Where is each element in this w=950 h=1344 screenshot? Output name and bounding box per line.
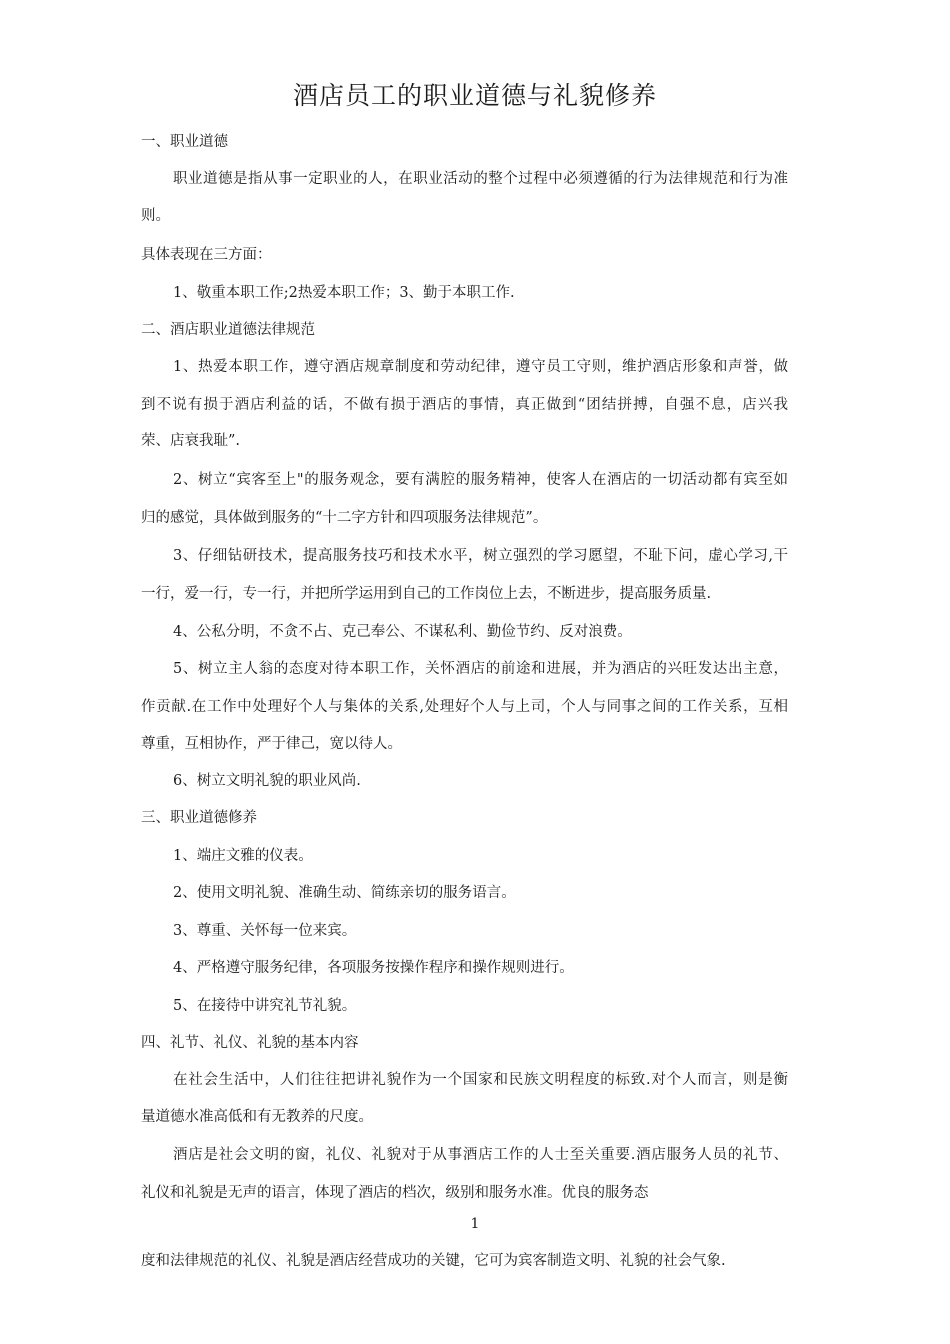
paragraph-line: 2、树立“宾客至上"的服务观念，要有满腔的服务精神，使客人在酒店的一切活动都有宾至如 [173, 472, 788, 488]
paragraph-line: 5、树立主人翁的态度对待本职工作，关怀酒店的前途和进展，并为酒店的兴旺发达出主意， [173, 661, 788, 677]
paragraph-line: 1、热爱本职工作，遵守酒店规章制度和劳动纪律，遵守员工守则，维护酒店形象和声誉，做 [173, 359, 788, 375]
paragraph-line: 尊重，互相协作，严于律己，宽以待人。 [141, 736, 402, 752]
document-title: 酒店员工的职业道德与礼貌修养 [292, 81, 657, 110]
list-item: 5、在接待中讲究礼节礼貌。 [173, 998, 357, 1014]
paragraph-line: 6、树立文明礼貌的职业风尚. [173, 773, 361, 789]
paragraph-line: 具体表现在三方面： [141, 247, 272, 263]
page-number: 1 [470, 1216, 480, 1232]
paragraph-line: 则。 [141, 208, 170, 224]
list-item: 4、严格遵守服务纪律，各项服务按操作程序和操作规则进行。 [173, 960, 574, 976]
paragraph-line: 在社会生活中，人们往往把讲礼貌作为一个国家和民族文明程度的标致.对个人而言，则是衡 [173, 1072, 788, 1088]
list-item: 2、使用文明礼貌、准确生动、简练亲切的服务语言。 [173, 885, 516, 901]
paragraph-line: 4、公私分明，不贪不占、克己奉公、不谋私利、勤俭节约、反对浪费。 [173, 624, 632, 640]
paragraph-line: 3、仔细钻研技术，提高服务技巧和技术水平，树立强烈的学习愿望，不耻下问，虚心学习,干 [173, 548, 788, 564]
list-item: 3、尊重、关怀每一位来宾。 [173, 923, 357, 939]
heading-section-2: 二、酒店职业道德法律规范 [141, 322, 315, 338]
paragraph-line: 度和法律规范的礼仪、礼貌是酒店经营成功的关键，它可为宾客制造文明、礼貌的社会气象. [141, 1253, 726, 1269]
paragraph-line: 荣、店衰我耻”. [141, 433, 241, 449]
paragraph-line: 归的感觉，具体做到服务的“十二字方针和四项服务法律规范”。 [141, 510, 548, 526]
list-item: 1、端庄文雅的仪表。 [173, 848, 313, 864]
heading-section-1: 一、职业道德 [141, 134, 228, 150]
paragraph-line: 酒店是社会文明的窗，礼仪、礼貌对于从事酒店工作的人士至关重要.酒店服务人员的礼节、 [173, 1147, 788, 1163]
paragraph-line: 到不说有损于酒店利益的话，不做有损于酒店的事情，真正做到“团结拼搏，自强不息，店兴我 [141, 397, 788, 413]
paragraph-line: 作贡献.在工作中处理好个人与集体的关系,处理好个人与上司，个人与同事之间的工作关系，互相 [141, 699, 788, 715]
paragraph-line: 职业道德是指从事一定职业的人，在职业活动的整个过程中必须遵循的行为法律规范和行为准 [173, 171, 788, 187]
paragraph-line: 1、敬重本职工作;2热爱本职工作；3、勤于本职工作. [173, 285, 515, 301]
paragraph-line: 礼仪和礼貌是无声的语言，体现了酒店的档次，级别和服务水准。优良的服务态 [141, 1185, 649, 1201]
paragraph-line: 量道德水准高低和有无教养的尺度。 [141, 1109, 373, 1125]
heading-section-3: 三、职业道德修养 [141, 810, 257, 826]
heading-section-4: 四、礼节、礼仪、礼貌的基本内容 [141, 1035, 359, 1051]
paragraph-line: 一行，爱一行，专一行，并把所学运用到自己的工作岗位上去，不断进步，提高服务质量. [141, 586, 712, 602]
